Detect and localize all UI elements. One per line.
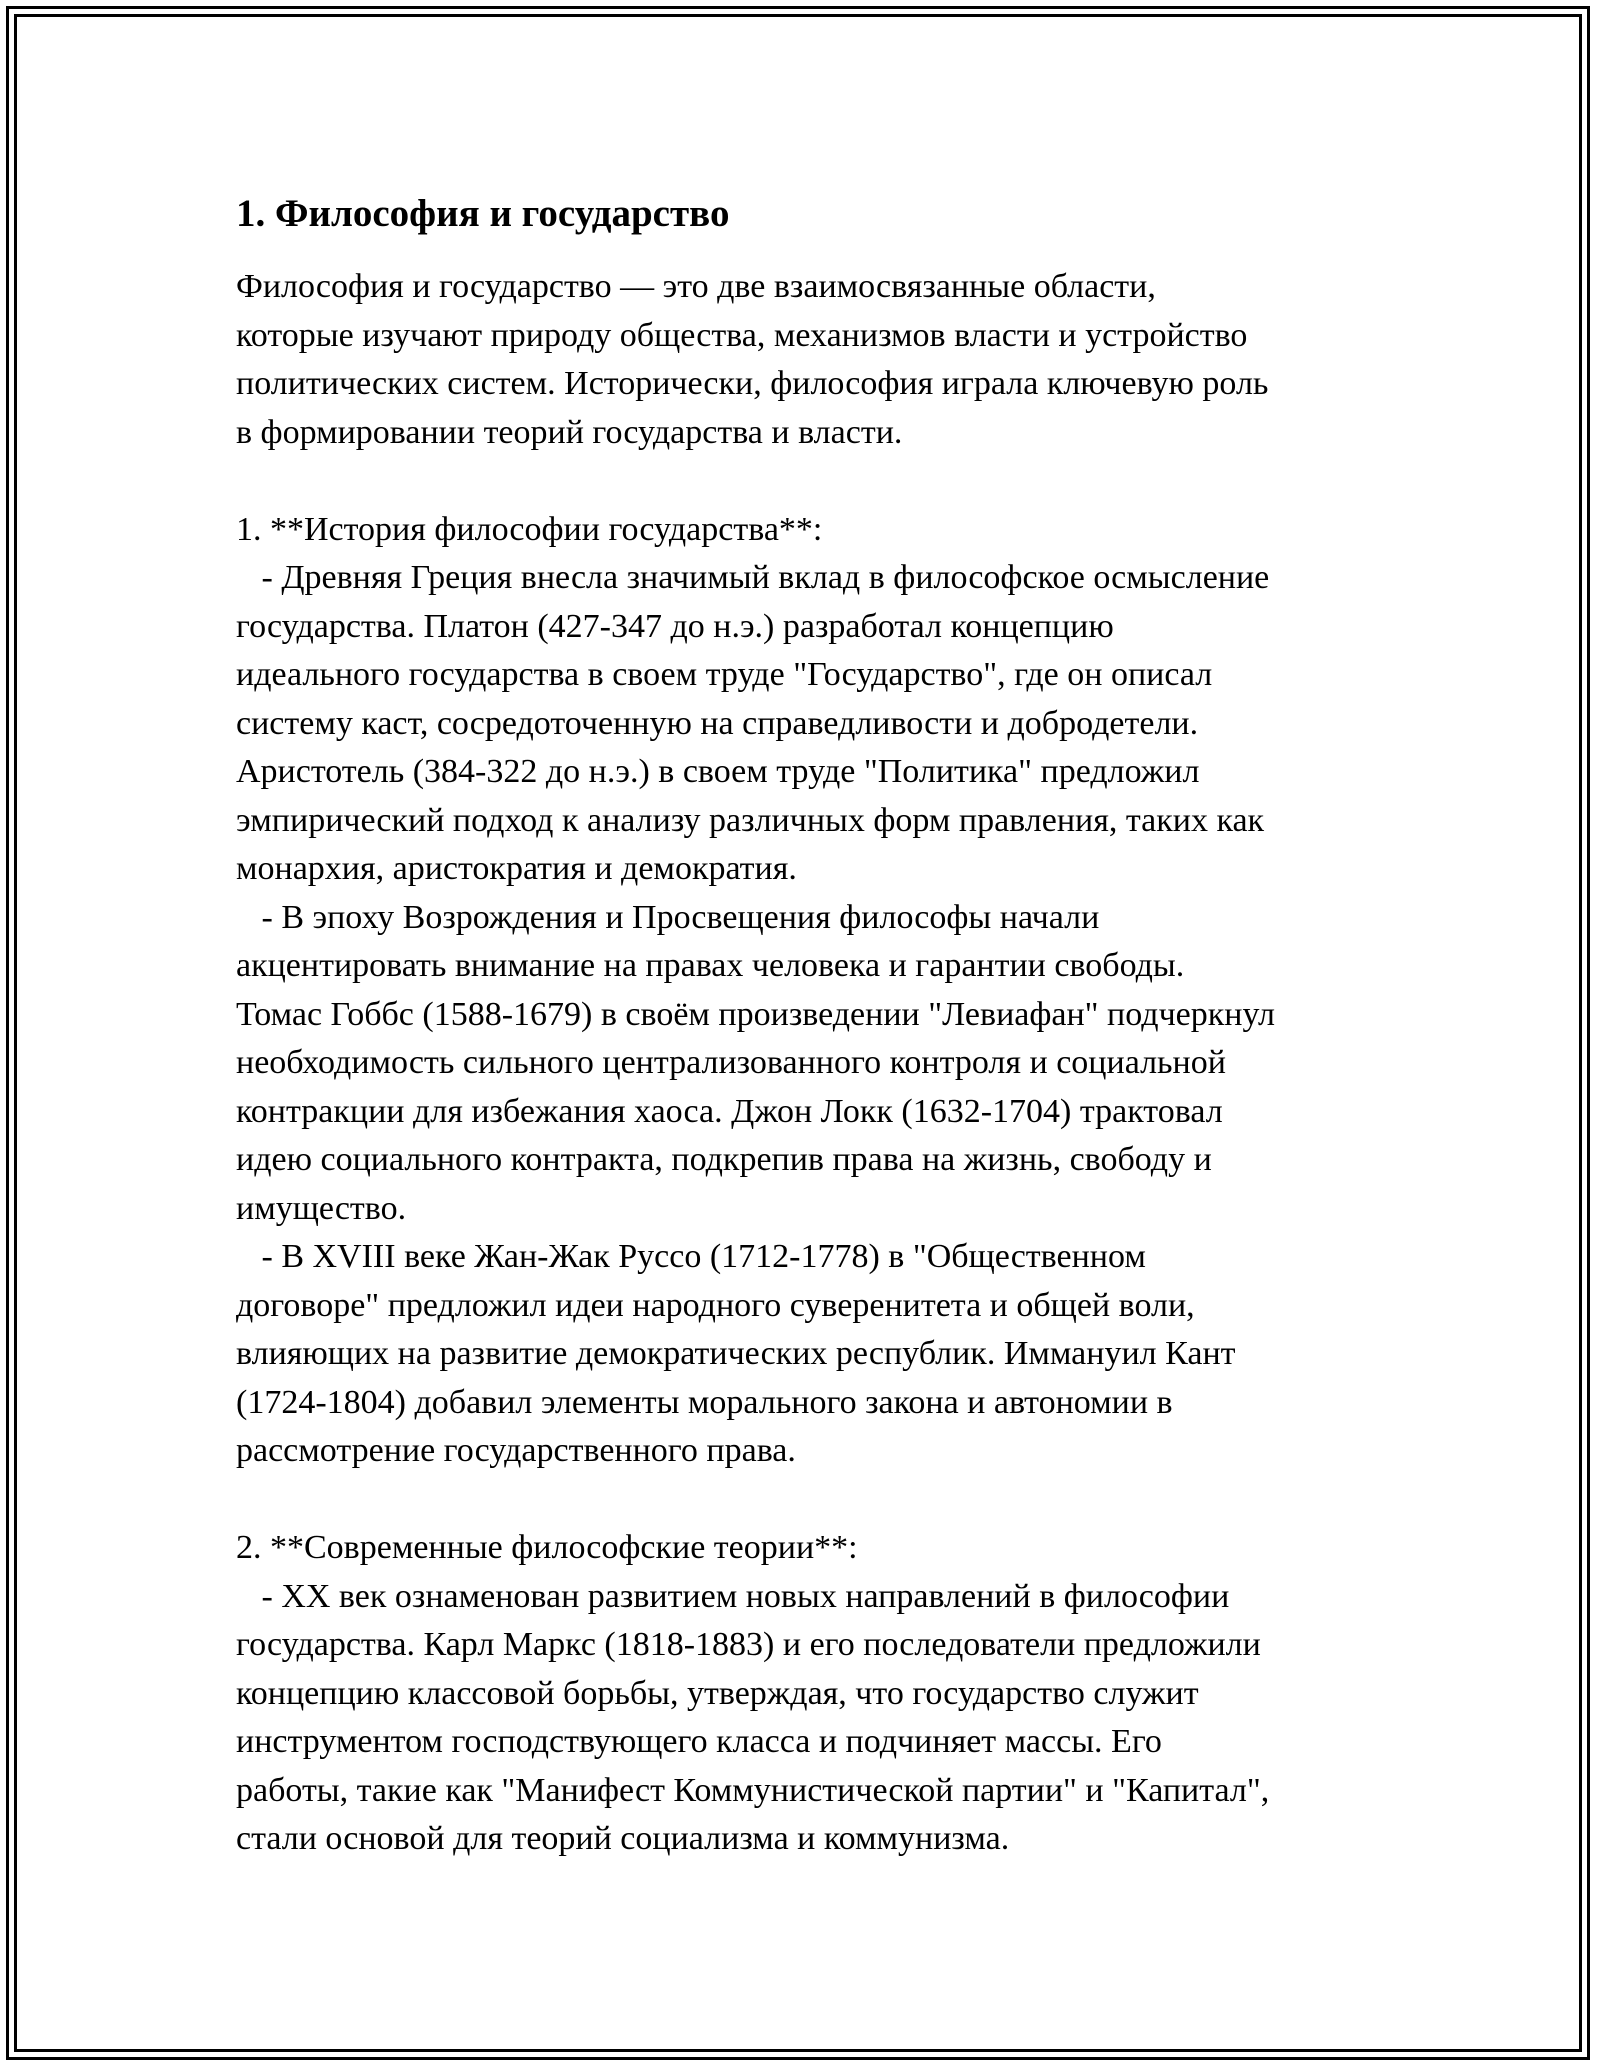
text-line: акцентировать внимание на правах человека и гарантии свободы. (236, 947, 1185, 984)
text-line: рассмотрение государственного права. (236, 1432, 796, 1469)
blank-line (236, 457, 1396, 506)
text-line: идею социального контракта, подкрепив права на жизнь, свободу и (236, 1141, 1212, 1178)
text-line: - В XVIII веке Жан-Жак Руссо (1712-1778) в "Общественном (236, 1238, 1146, 1275)
text-line: Философия и государство — это две взаимосвязанные области, (236, 268, 1156, 305)
text-line: - В эпоху Возрождения и Просвещения философы начали (236, 898, 1100, 936)
text-line: государства. Карл Маркс (1818-1883) и его последователи предложили (236, 1626, 1261, 1663)
text-line: Аристотель (384-322 до н.э.) в своем труде "Политика" предложил (236, 753, 1200, 790)
blank-line (236, 1476, 1396, 1525)
text-line: стали основой для теорий социализма и коммунизма. (236, 1820, 1010, 1857)
text-line: государства. Платон (427-347 до н.э.) разработал концепцию (236, 607, 1114, 645)
text-line: систему каст, сосредоточенную на справедливости и добродетели. (236, 704, 1199, 742)
text-line: концепцию классовой борьбы, утверждая, что государство служит (236, 1674, 1199, 1712)
section-heading: 1. **История философии государства**: (236, 510, 823, 548)
text-line: необходимость сильного централизованного контроля и социальной (236, 1044, 1226, 1081)
text-line: контракции для избежания хаоса. Джон Локк (1632-1704) трактовал (236, 1092, 1223, 1130)
text-line: которые изучают природу общества, механизмов власти и устройство (236, 316, 1248, 354)
text-line: монархия, аристократия и демократия. (236, 850, 797, 887)
text-line: инструментом господствующего класса и подчиняет массы. Его (236, 1723, 1162, 1760)
text-line: - Древняя Греция внесла значимый вклад в философское осмысление (236, 559, 1270, 596)
text-line: в формировании теорий государства и власти. (236, 413, 903, 451)
document-text (236, 263, 1396, 1864)
document-body (236, 185, 1396, 1864)
text-line: имущество. (236, 1189, 407, 1227)
text-line: работы, такие как "Манифест Коммунистической партии" и "Капитал", (236, 1771, 1270, 1809)
text-line: - XX век ознаменован развитием новых направлений в философии (236, 1577, 1230, 1615)
document-title: 1. Философия и государство (236, 192, 730, 235)
text-line: договоре" предложил идеи народного суверенитета и общей воли, (236, 1286, 1195, 1324)
text-line: политических систем. Исторически, философия играла ключевую роль (236, 365, 1269, 402)
text-line: идеального государства в своем труде "Государство", где он описал (236, 656, 1213, 693)
text-line: (1724-1804) добавил элементы морального закона и автономии в (236, 1383, 1173, 1421)
text-line: эмпирический подход к анализу различных форм правления, таких как (236, 801, 1265, 839)
text-line: влияющих на развитие демократических республик. Иммануил Кант (236, 1335, 1236, 1372)
section-heading: 2. **Современные философские теории**: (236, 1529, 858, 1566)
text-line: Томас Гоббс (1588-1679) в своём произведении "Левиафан" подчеркнул (236, 995, 1275, 1033)
